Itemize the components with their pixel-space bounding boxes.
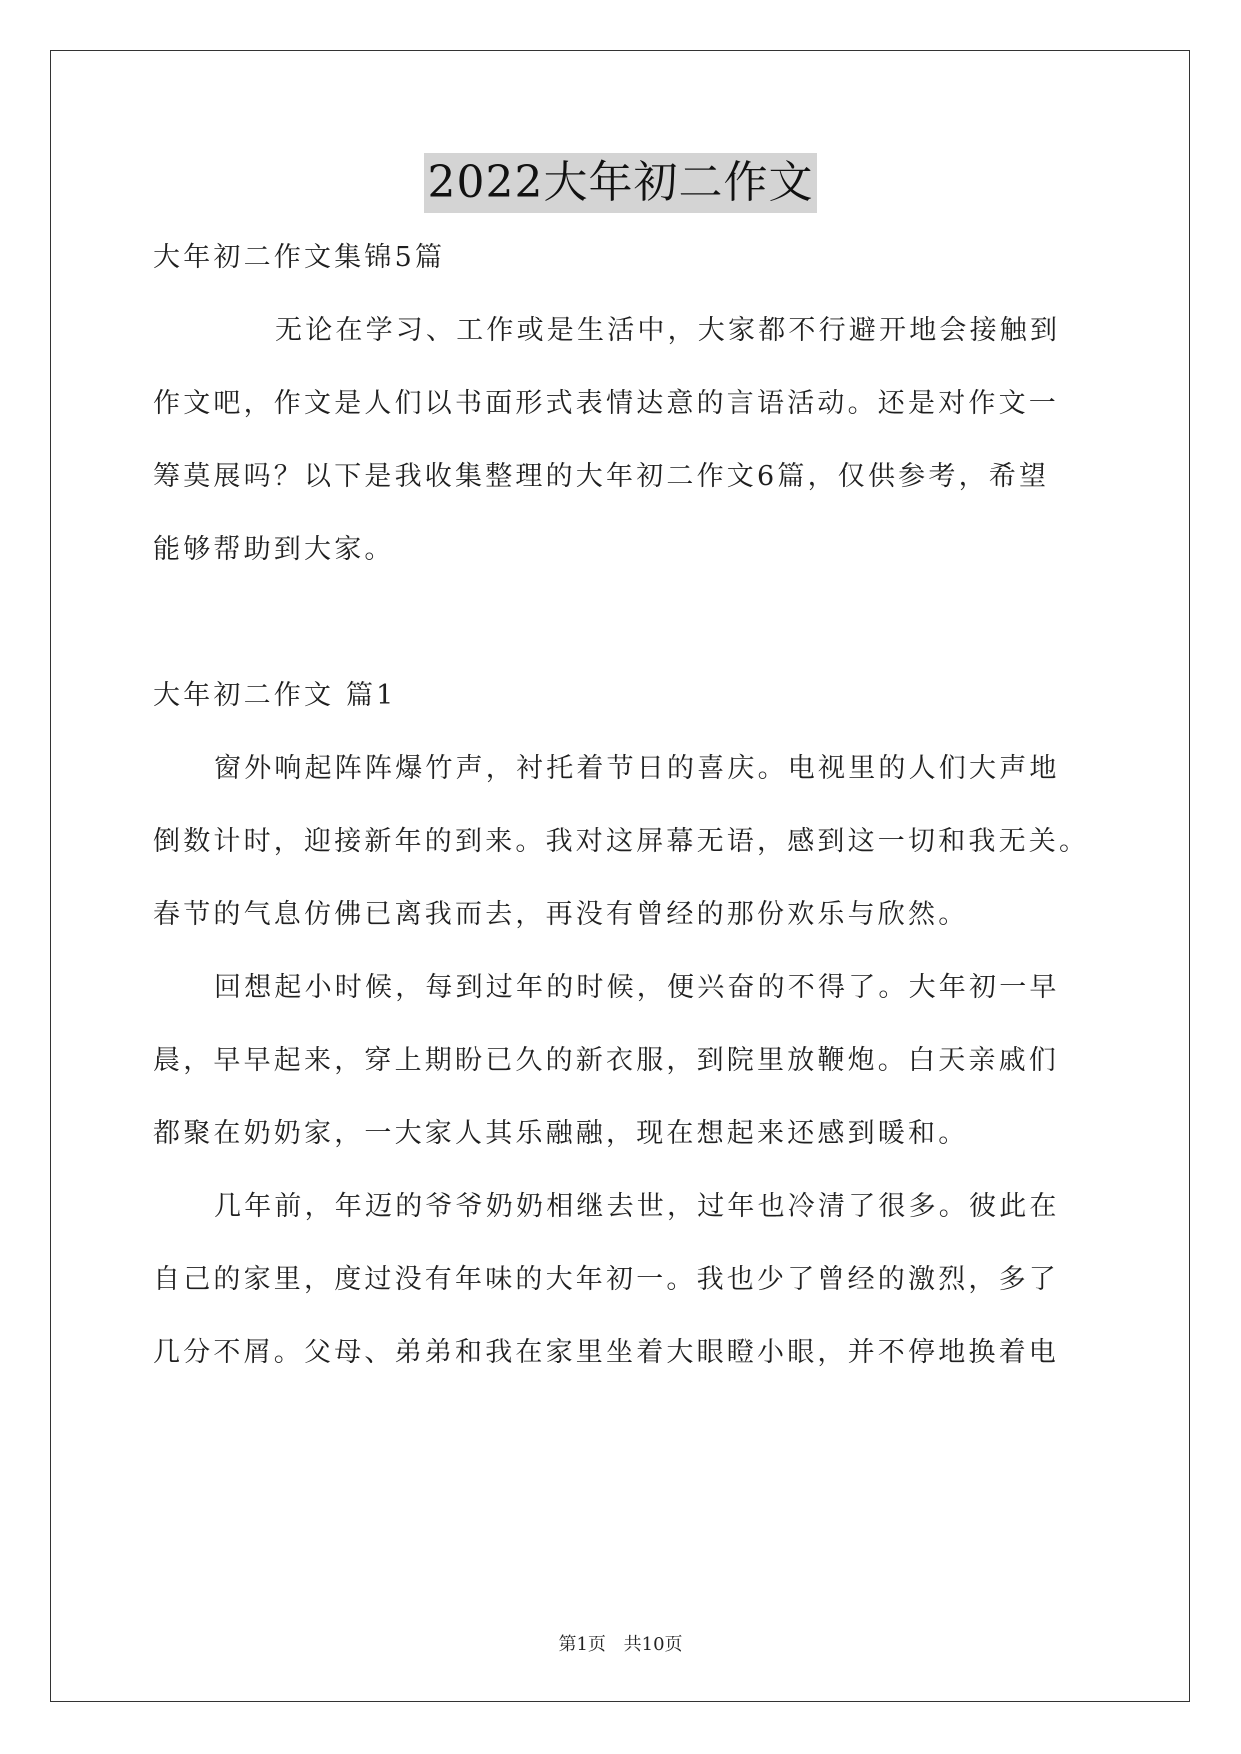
paragraph-line: 都聚在奶奶家，一大家人其乐融融，现在想起来还感到暖和。 xyxy=(153,1118,969,1149)
subtitle-line: 大年初二作文集锦5篇 xyxy=(153,242,446,273)
paragraph-line: 自己的家里，度过没有年味的大年初一。我也少了曾经的激烈，多了 xyxy=(153,1264,1059,1295)
paragraph-line: 晨，早早起来，穿上期盼已久的新衣服，到院里放鞭炮。白天亲戚们 xyxy=(153,1045,1059,1076)
paragraph-line: 倒数计时，迎接新年的到来。我对这屏幕无语，感到这一切和我无关。 xyxy=(153,826,1090,857)
page-total: 共10页 xyxy=(623,1634,683,1655)
paragraph-line: 窗外响起阵阵爆竹声，衬托着节日的喜庆。电视里的人们大声地 xyxy=(214,753,1060,784)
paragraph-line: 几分不屑。父母、弟弟和我在家里坐着大眼瞪小眼，并不停地换着电 xyxy=(153,1337,1059,1368)
page-footer xyxy=(0,1630,1241,1656)
document-title: 2022大年初二作文 xyxy=(424,153,818,213)
paragraph-line: 回想起小时候，每到过年的时候，便兴奋的不得了。大年初一早 xyxy=(214,972,1060,1003)
page-number: 第1页 xyxy=(558,1634,606,1655)
paragraph-line: 几年前，年迈的爷爷奶奶相继去世，过年也冷清了很多。彼此在 xyxy=(214,1191,1060,1222)
paragraph-line: 筹莫展吗？以下是我收集整理的大年初二作文6篇，仅供参考，希望 xyxy=(153,461,1050,492)
paragraph-line: 能够帮助到大家。 xyxy=(153,534,395,565)
paragraph-line: 作文吧，作文是人们以书面形式表情达意的言语活动。还是对作文一 xyxy=(153,388,1059,419)
page-border xyxy=(50,50,1190,1702)
section-heading: 大年初二作文 篇1 xyxy=(153,680,397,711)
paragraph-line: 无论在学习、工作或是生活中，大家都不行避开地会接触到 xyxy=(275,315,1061,346)
title-container xyxy=(0,153,1241,213)
paragraph-line: 春节的气息仿佛已离我而去，再没有曾经的那份欢乐与欣然。 xyxy=(153,899,969,930)
